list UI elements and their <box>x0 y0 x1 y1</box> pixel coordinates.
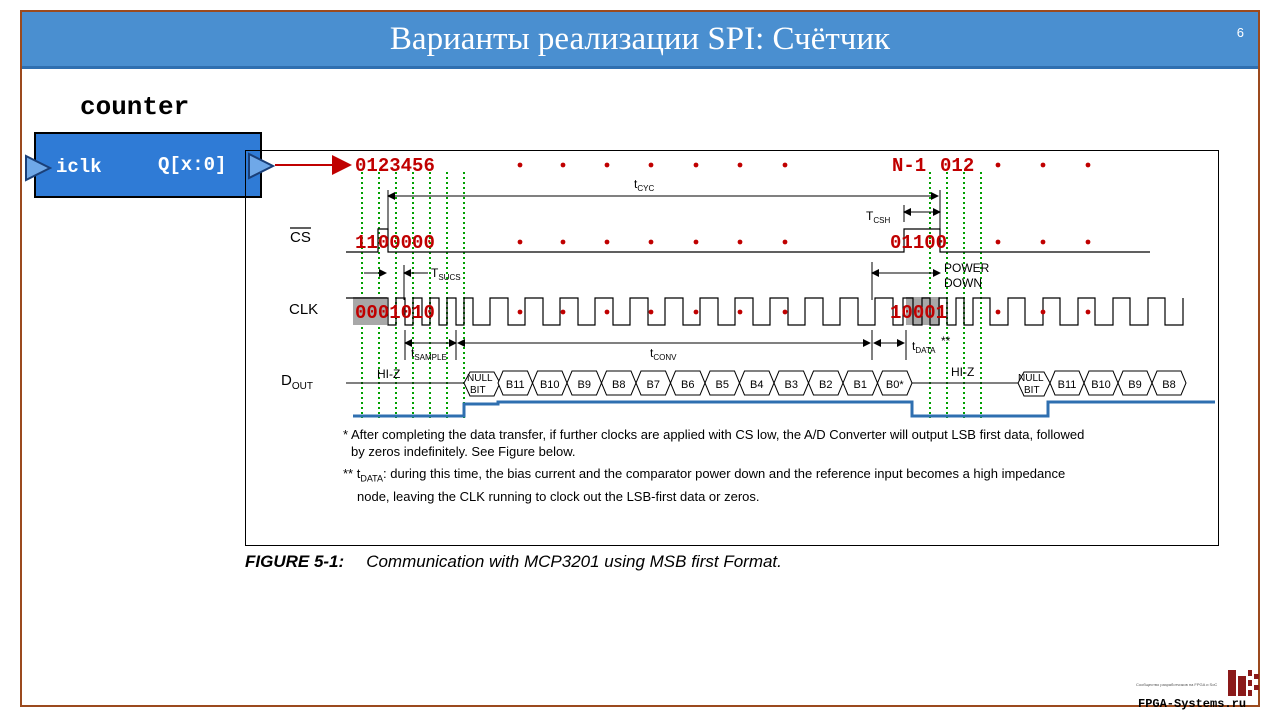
counter-digit: 0 <box>940 155 952 177</box>
tdata-footnote-mark: ** <box>941 334 951 348</box>
counter-digit: 4 <box>400 155 413 177</box>
counter-end-digits <box>940 155 974 177</box>
dout-bit-label: B10 <box>1091 379 1111 391</box>
dout-signal-label: $D_{OUT}$ <box>281 372 313 392</box>
dout-bit-label: B9 <box>1128 379 1142 391</box>
dout-bit-cell <box>671 371 706 395</box>
figure-label: FIGURE 5-1: <box>245 552 345 571</box>
dout-bit-cell <box>843 371 878 395</box>
page-number: 6 <box>1236 25 1244 40</box>
hiz-left-label: HI-Z <box>377 367 401 381</box>
clk-bit: 0 <box>912 302 925 324</box>
dout-null-bit-cell <box>464 372 500 396</box>
cs-signal-label: CS <box>290 229 311 246</box>
cs-bit: 0 <box>935 232 948 254</box>
cs-bit: 0 <box>412 232 424 254</box>
dout-bit-label: B3 <box>784 379 798 391</box>
footnote-2 <box>343 465 1065 505</box>
dout-null-bit-cell-2 <box>1018 372 1050 396</box>
counter-digit: 5 <box>412 155 424 177</box>
dout-bit-label: B6 <box>681 379 695 391</box>
dout-bit-cell <box>705 371 740 395</box>
dout-blue-trace <box>353 402 1215 416</box>
svg-text:NULL: NULL <box>467 373 493 384</box>
counter-ellipsis-dots <box>518 163 1091 168</box>
dout-bit-cell <box>1152 371 1186 395</box>
dout-bit-label: B1 <box>853 379 867 391</box>
dout-bit-cell <box>740 371 775 395</box>
dout-bit-cell <box>878 371 913 395</box>
dout-bit-label: B8 <box>1162 379 1176 391</box>
cs-ellipsis-dots <box>518 240 1091 245</box>
figure-caption <box>245 552 782 572</box>
cs-bit: 0 <box>400 232 413 254</box>
cs-bit: 0 <box>389 232 401 254</box>
dout-bit-label: B7 <box>646 379 660 391</box>
fpga-systems-logo-icon <box>1226 668 1262 698</box>
dout-bit-cell <box>1050 371 1084 395</box>
tconv-label: $t_{CONV}$ <box>650 346 677 362</box>
dout-data-cells <box>498 371 912 395</box>
dout-bit-label: B9 <box>577 379 591 391</box>
footnote-1-line-2: by zeros indefinitely. See Figure below. <box>351 444 576 459</box>
counter-digit: 0 <box>355 155 367 177</box>
cs-bit: 1 <box>901 232 913 254</box>
output-port-label: Q[x:0] <box>158 154 227 176</box>
clk-ellipsis-dots <box>518 310 1091 315</box>
counter-digit: 2 <box>962 155 975 177</box>
cs-start-bits <box>355 232 435 254</box>
svg-text:BIT: BIT <box>470 385 486 396</box>
dout-bit-label: B10 <box>539 379 560 391</box>
clk-bit: 0 <box>423 302 435 324</box>
clk-waveform <box>346 298 1183 325</box>
dout-bit-cell <box>498 371 533 395</box>
cs-bit: 0 <box>423 232 435 254</box>
dout-bit-label: B0* <box>885 379 904 391</box>
logo-site-name: FPGA-Systems.ru <box>1138 697 1247 711</box>
counter-digit: 6 <box>423 155 435 177</box>
dout-bit-label: B4 <box>750 379 764 391</box>
clk-bit: 1 <box>412 302 424 324</box>
counter-digit: 1 <box>366 155 378 177</box>
footnote-2-line-2: node, leaving the CLK running to clock out the LSB-first data or zeros. <box>357 488 760 504</box>
power-down-label-2: DOWN <box>944 276 982 290</box>
dout-bit-label: B5 <box>715 379 729 391</box>
cs-bit: 1 <box>366 232 378 254</box>
dout-bit-label: B8 <box>612 379 626 391</box>
dout-bit-cell <box>567 371 602 395</box>
clk-bit: 0 <box>377 302 390 324</box>
cs-bit: 0 <box>924 232 936 254</box>
cs-waveform <box>346 229 1150 252</box>
footnote-1-line-1: * After completing the data transfer, if further clocks are applied with CS low, the A/D Converter will output LSB first data, followed <box>343 427 1085 442</box>
clk-bit: 0 <box>355 302 367 324</box>
logo-tagline: Сообщество разработчиков на FPGA и SoC <box>1136 682 1218 687</box>
hiz-right-label: HI-Z <box>951 365 975 379</box>
clk-start-bits <box>355 302 435 324</box>
footnote-1 <box>343 426 1084 460</box>
clk-bit: 1 <box>389 302 401 324</box>
dout-bit-label: B11 <box>505 379 525 391</box>
clk-bit: 1 <box>935 302 948 324</box>
counter-digit: 2 <box>377 155 390 177</box>
svg-text:BIT: BIT <box>1024 385 1040 396</box>
module-name: counter <box>80 92 190 122</box>
tcyc-label: $t_{CYC}$ <box>634 177 655 193</box>
dout-bit-label: B11 <box>1057 379 1077 391</box>
tdata-label: $t_{DATA}$ <box>912 339 936 355</box>
clk-signal-label: CLK <box>289 301 319 318</box>
dout-bit-cell <box>809 371 844 395</box>
dout-bit-cell <box>602 371 637 395</box>
cs-bit: 1 <box>355 232 367 254</box>
figure-caption-text: Communication with MCP3201 using MSB first Format. <box>366 552 782 571</box>
dout-bit-label: B2 <box>819 379 833 391</box>
slide-title: Варианты реализации SPI: Счётчик <box>389 21 891 57</box>
clk-bit: 0 <box>901 302 913 324</box>
clk-bit: 1 <box>890 302 902 324</box>
dout-bit-cell <box>1118 371 1152 395</box>
dout-data-cells-after <box>1050 371 1186 395</box>
clk-bit: 0 <box>366 302 378 324</box>
tsucs-label: $T_{SUCS}$ <box>431 266 461 282</box>
svg-text:NULL: NULL <box>1018 373 1044 384</box>
cs-bit: 0 <box>890 232 902 254</box>
cs-bit: 0 <box>377 232 390 254</box>
cs-bit: 1 <box>912 232 925 254</box>
tcsh-label: $T_{CSH}$ <box>866 209 891 225</box>
counter-end-label: N-1 <box>892 155 927 177</box>
clk-bit: 0 <box>924 302 936 324</box>
input-port-label: iclk <box>56 156 102 178</box>
power-down-label-1: POWER <box>944 261 990 275</box>
counter-digit: 1 <box>951 155 963 177</box>
clk-end-bits <box>890 302 947 324</box>
clk-bit: 0 <box>400 302 413 324</box>
counter-digit: 3 <box>389 155 401 177</box>
cs-end-bits <box>890 232 947 254</box>
dout-bit-cell <box>774 371 809 395</box>
tsample-label: $t_{SAMPLE}$ <box>411 346 447 362</box>
dout-bit-cell <box>636 371 671 395</box>
dout-bit-cell <box>533 371 568 395</box>
footnote-2-line-1: ** $t_{DATA}$: during this time, the bias current and the comparator power down and the reference input becomes a high impedance <box>343 466 1066 484</box>
dout-bit-cell <box>1084 371 1118 395</box>
counter-start-digits <box>355 155 435 177</box>
